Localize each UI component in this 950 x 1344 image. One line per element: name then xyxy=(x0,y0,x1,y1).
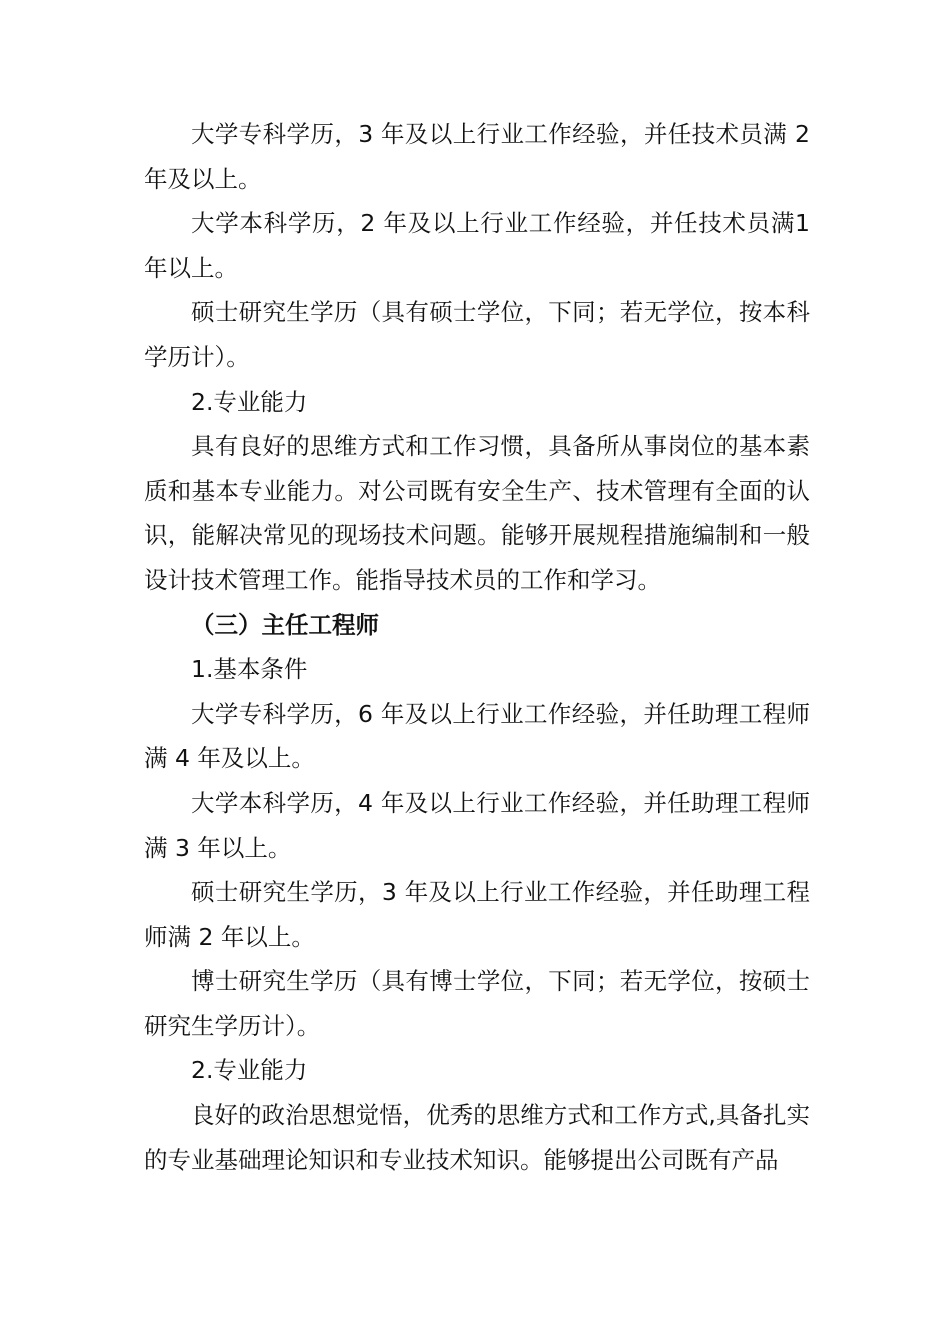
paragraph-professional-ability-chief: 良好的政治思想觉悟，优秀的思维方式和工作方式,具备扎实的专业基础理论知识和专业技术知识。能够提出公司既有产品 xyxy=(144,1101,810,1174)
paragraph-master-chief: 硕士研究生学历，3 年及以上行业工作经验，并任助理工程师满 2 年以上。 xyxy=(144,878,810,951)
paragraph-master-requirement: 硕士研究生学历（具有硕士学位，下同；若无学位，按本科学历计）。 xyxy=(144,298,810,371)
subheading-basic-conditions: 1.基本条件 xyxy=(191,655,308,684)
paragraph-doctor-chief: 博士研究生学历（具有博士学位，下同；若无学位，按硕士研究生学历计）。 xyxy=(144,967,810,1040)
paragraph-bachelor-chief: 大学本科学历，4 年及以上行业工作经验，并任助理工程师满 3 年以上。 xyxy=(144,788,810,862)
paragraph-bachelor-requirement: 大学本科学历，2 年及以上行业工作经验，并任技术员满1 年以上。 xyxy=(144,209,810,282)
subheading-professional-ability-chief: 2.专业能力 xyxy=(191,1056,308,1085)
subheading-professional-ability: 2.专业能力 xyxy=(191,387,308,416)
document-body xyxy=(144,112,810,1182)
paragraph-junior-college-chief: 大学专科学历，6 年及以上行业工作经验，并任助理工程师满 4 年及以上。 xyxy=(144,699,810,773)
paragraph-junior-college-requirement: 大学专科学历，3 年及以上行业工作经验，并任技术员满 2 年及以上。 xyxy=(144,120,810,193)
section-heading-chief-engineer: （三）主任工程师 xyxy=(191,610,379,639)
paragraph-professional-ability: 具有良好的思维方式和工作习惯，具备所从事岗位的基本素质和基本专业能力。对公司既有安全生产、技术管理有全面的认识，能解决常见的现场技术问题。能够开展规程措施编制和一般设计技术管理工作。能指导技术员的工作和学习。 xyxy=(144,432,810,594)
